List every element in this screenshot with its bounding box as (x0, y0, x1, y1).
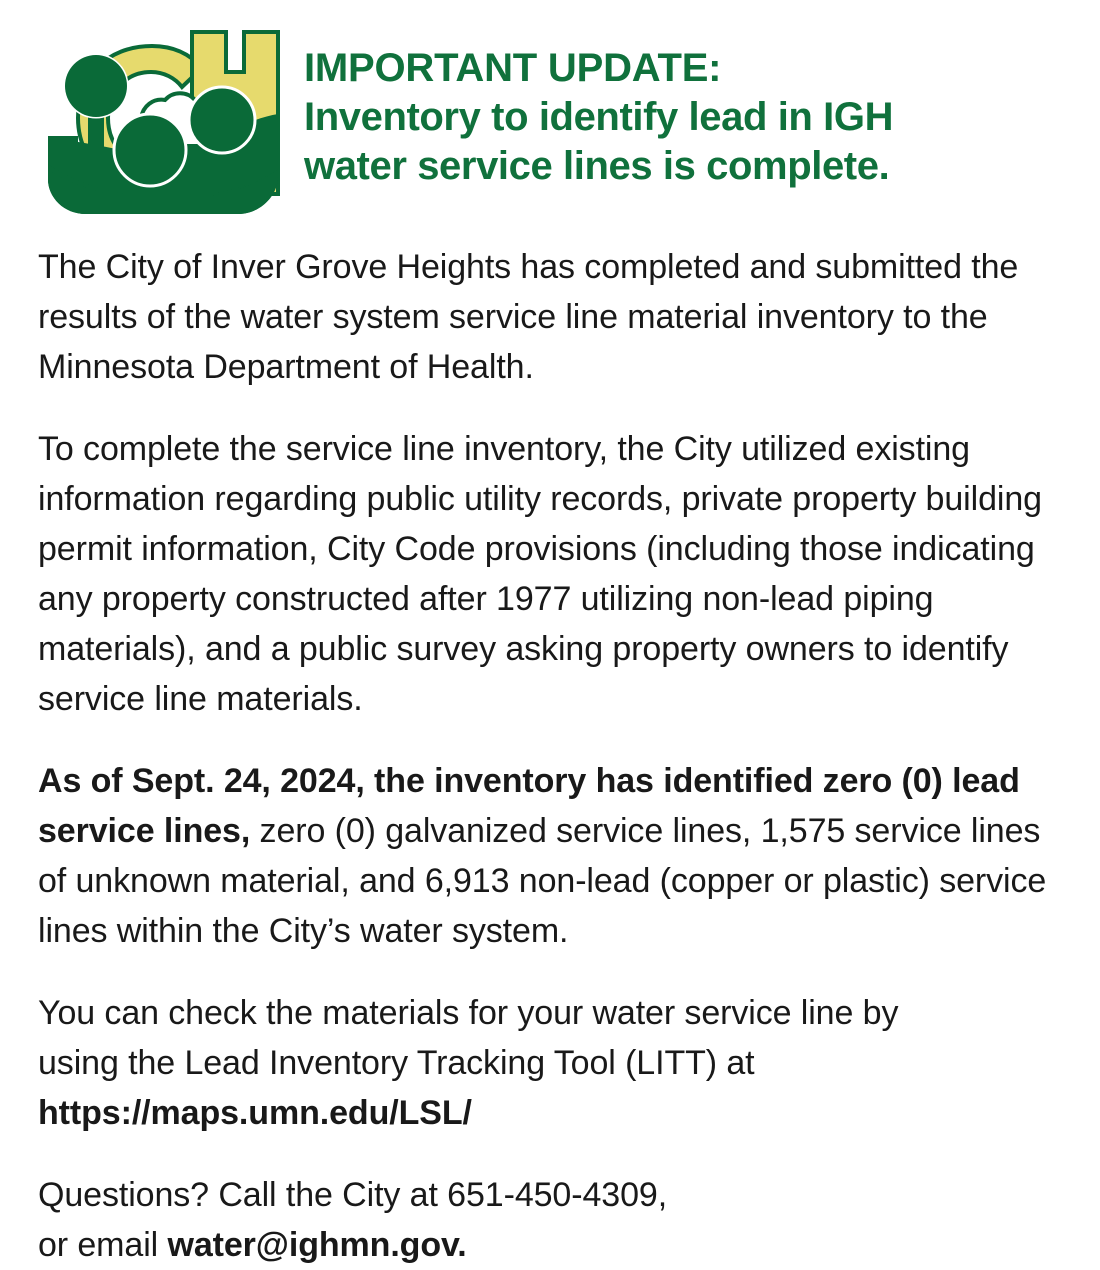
litt-lead-text: You can check the materials for your water service line by using the Lead Inventory Tracking Tool (LITT) at (38, 994, 899, 1082)
logo-tree-mid-canopy (114, 114, 186, 186)
logo-hill-left-block (48, 136, 78, 156)
notice-header (0, 0, 1100, 220)
logo-tree-right-canopy (189, 87, 255, 153)
igh-logo-icon (34, 24, 282, 220)
city-logo (34, 24, 282, 220)
contact-email-prefix: or email (38, 1226, 168, 1264)
notice-body (0, 242, 1062, 1270)
headline-line-2: Inventory to identify lead in IGH (304, 95, 894, 139)
headline-line-3: water service lines is complete. (304, 144, 890, 188)
results-bold-lead: As of Sept. 24, 2024, the inventory has identified zero (0) lead service lines, (38, 762, 1020, 850)
litt-url-link[interactable]: https://maps.umn.edu/LSL/ (38, 1094, 472, 1132)
paragraph-litt (38, 988, 978, 1138)
results-rest: zero (0) galvanized service lines, 1,575 service lines of unknown material, and 6,913 non-lead (copper or plastic) service lines within the City’s water system. (38, 812, 1047, 950)
logo-letter-i-dot (65, 55, 127, 117)
paragraph-contact (38, 1170, 828, 1270)
paragraph-intro: The City of Inver Grove Heights has completed and submitted the results of the water system service line material inventory to the Minnesota Department of Health. (38, 248, 1019, 386)
contact-email-link[interactable]: water@ighmn.gov. (167, 1226, 467, 1264)
headline-line-1: IMPORTANT UPDATE: (304, 46, 722, 90)
paragraph-results (38, 756, 1062, 956)
paragraph-methodology: To complete the service line inventory, the City utilized existing information regarding public utility records, private property building permit information, City Code provisions (including those indicating any property constructed after 1977 utilizing non-lead piping materials), and a public survey asking property owners to identify service line materials. (38, 430, 1042, 718)
headline-block (304, 44, 893, 191)
contact-phone-text: Questions? Call the City at 651-450-4309, (38, 1176, 668, 1214)
